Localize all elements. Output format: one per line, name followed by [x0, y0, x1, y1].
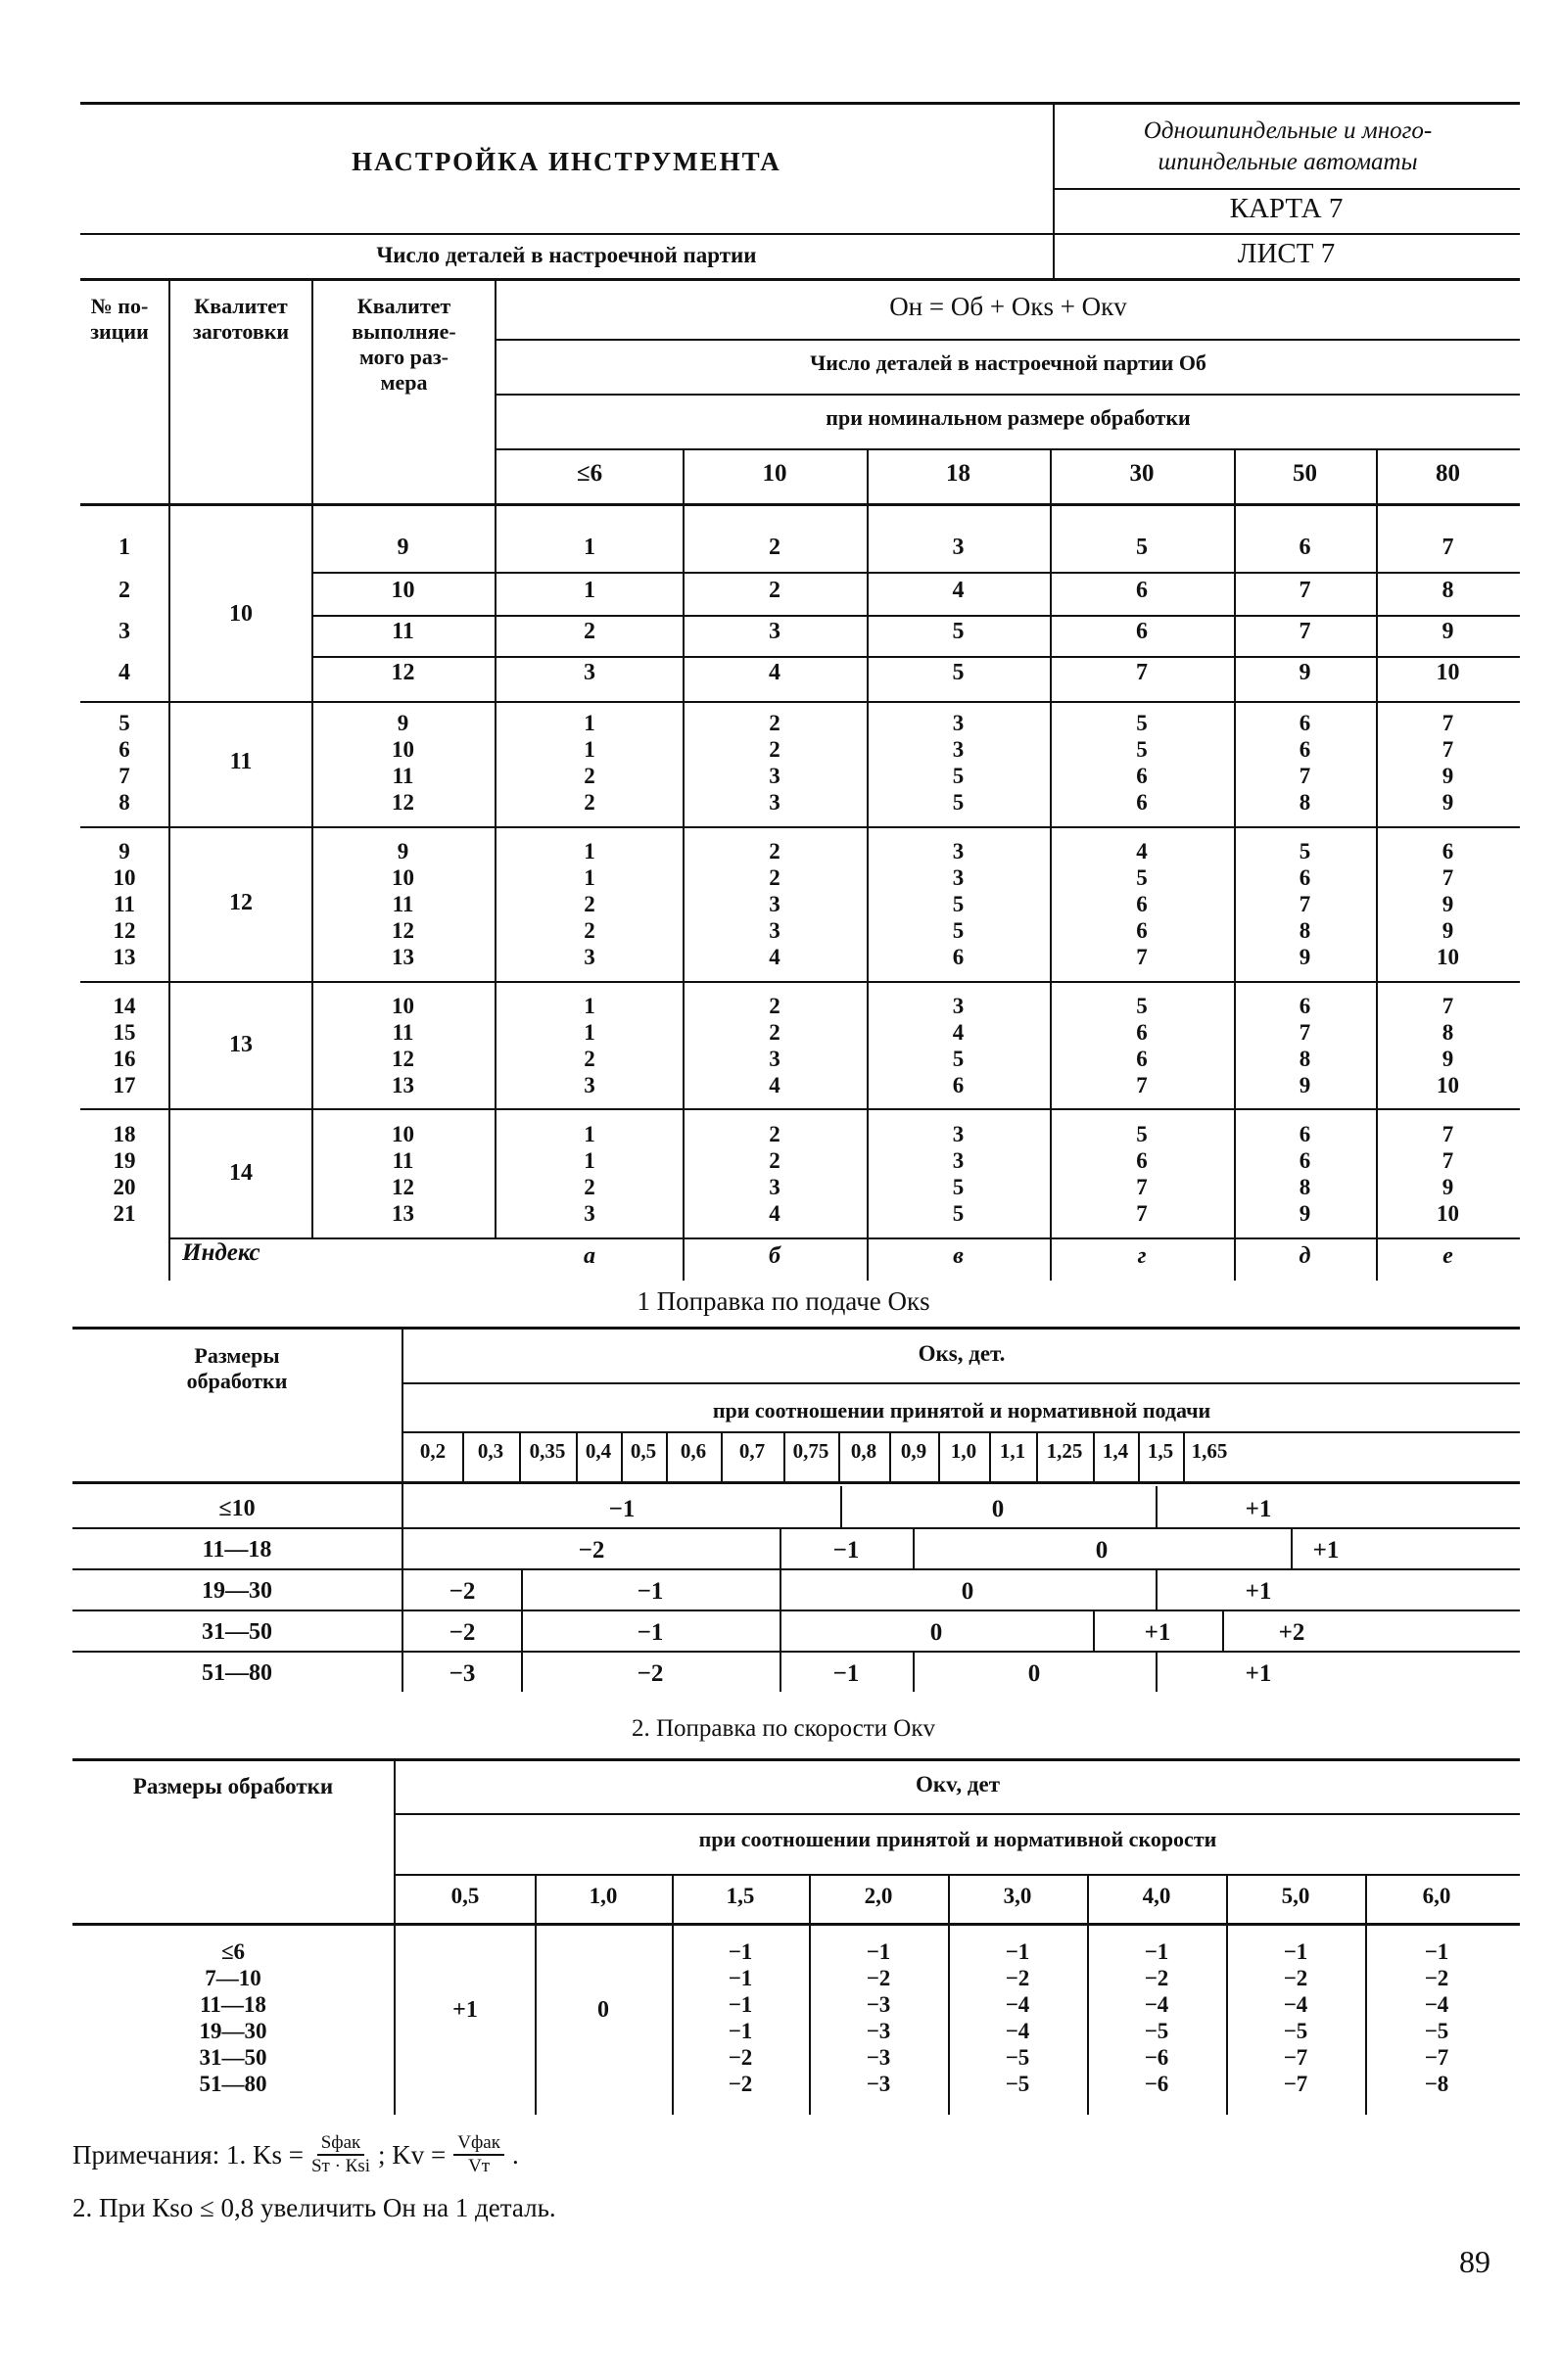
- feed-seg-line: [521, 1610, 523, 1651]
- feed-rule2: [403, 1431, 1520, 1433]
- feed-ratio-line: [1138, 1431, 1140, 1481]
- machine-type: Одношпиндельные и много- шпиндельные автоматы: [1143, 117, 1433, 175]
- value-cell: 5: [1136, 535, 1148, 560]
- value-cell: 3: [584, 660, 595, 685]
- value-cell: 9: [1299, 660, 1311, 685]
- feed-ratio-10: 1,0: [950, 1439, 977, 1463]
- value-stack: 3 3 5 5 6: [952, 838, 965, 969]
- speed-caption: 2. Поправка по скорости Oкv: [631, 1715, 936, 1742]
- feed-ratio-line: [838, 1431, 840, 1481]
- rule-sub2: [496, 394, 1520, 396]
- value-stack: 6 6 8 9: [1299, 1122, 1311, 1226]
- position-stack: 9 10 11 12 13: [113, 838, 136, 969]
- value-stack: 7 7 9 9: [1442, 711, 1454, 815]
- speed-value-stack: −1 −2 −4 −5 −7 −7: [1283, 1939, 1308, 2096]
- group-rule: [80, 701, 1520, 703]
- speed-value-stack: −1 −2 −4 −5 −7 −8: [1424, 1939, 1449, 2096]
- feed-seg-line: [780, 1651, 781, 1692]
- feed-ratio-line: [1093, 1431, 1095, 1481]
- col-size-header: Квалитет выполняе- мого раз- мера: [352, 294, 456, 395]
- value-cell: 4: [952, 578, 965, 603]
- size-quality-cell: 12: [391, 660, 415, 685]
- feed-seg-line: [1291, 1527, 1293, 1568]
- value-cell: 6: [1299, 535, 1311, 560]
- speed-col-05: +1: [452, 1997, 478, 2023]
- position-cell: 2: [118, 578, 130, 603]
- feed-value-cell: −2: [637, 1660, 664, 1687]
- feed-ratio-4: 0,5: [630, 1439, 657, 1463]
- feed-seg-line: [840, 1486, 842, 1527]
- speed-ratio-2: 1,5: [726, 1884, 755, 1908]
- feed-value-cell: +1: [1245, 1578, 1272, 1605]
- card-rule: [1053, 188, 1520, 190]
- feed-value-cell: −2: [449, 1578, 476, 1605]
- value-stack: 5 5 6 6: [1136, 711, 1148, 815]
- position-cell: 3: [118, 619, 130, 644]
- feed-size-cell: 51—80: [202, 1660, 272, 1686]
- note-2: 2. При Кsо ≤ 0,8 увеличить Oн на 1 деталь.: [72, 2193, 556, 2222]
- value-cell: 10: [1436, 660, 1460, 685]
- subheader-nominal: при номинальном размере обработки: [826, 405, 1191, 430]
- rule-sub1: [496, 339, 1520, 341]
- speed-col-line: [535, 1874, 537, 2115]
- value-cell: 5: [952, 660, 965, 685]
- feed-size-cell: ≤10: [218, 1496, 256, 1521]
- size-header-0: ≤6: [576, 460, 603, 487]
- speed-ratio-1: 1,0: [589, 1884, 618, 1908]
- index-value-5: е: [1442, 1243, 1453, 1269]
- value-stack: 7 8 9 10: [1437, 994, 1459, 1097]
- feed-value-cell: +1: [1144, 1619, 1171, 1646]
- feed-size-line: [402, 1566, 403, 1610]
- feed-header-bottom: [72, 1481, 1520, 1484]
- feed-ratio-line: [938, 1431, 940, 1481]
- feed-value-cell: +1: [1245, 1660, 1272, 1687]
- feed-col-size: Размеры обработки: [186, 1343, 288, 1393]
- speed-ratio-6: 5,0: [1281, 1884, 1310, 1908]
- feed-head1: Oкs, дет.: [918, 1341, 1006, 1366]
- value-cell: 7: [1299, 578, 1311, 603]
- value-stack: 7 7 9 10: [1437, 1122, 1459, 1226]
- feed-size-cell: 11—18: [202, 1537, 272, 1563]
- speed-value-stack: −1 −1 −1 −1 −2 −2: [728, 1939, 753, 2096]
- feed-ratio-line: [721, 1431, 723, 1481]
- note1-prefix: Примечания: 1. Ks =: [72, 2139, 304, 2170]
- feed-ratio-12: 1,25: [1046, 1439, 1083, 1463]
- value-stack: 5 6 7 8 9: [1299, 838, 1311, 969]
- value-cell: 3: [769, 619, 780, 644]
- speed-rule2: [396, 1874, 1520, 1876]
- blank-quality-cell: 14: [229, 1160, 253, 1186]
- value-cell: 7: [1136, 660, 1148, 685]
- speed-col-size: Размеры обработки: [132, 1774, 334, 1798]
- feed-row-rule: [72, 1651, 1520, 1653]
- blank-quality-cell: 11: [229, 749, 253, 774]
- value-cell: 2: [769, 535, 780, 560]
- index-label: Индекс: [182, 1239, 260, 1266]
- feed-ratio-0: 0,2: [419, 1439, 447, 1463]
- feed-value-cell: +2: [1278, 1619, 1305, 1646]
- feed-value-cell: +1: [1312, 1537, 1340, 1563]
- ks-numerator: Sфак: [317, 2132, 365, 2156]
- value-stack: 2 2 3 4: [769, 1122, 780, 1226]
- feed-ratio-line: [666, 1431, 668, 1481]
- main-table-top-rule: [80, 278, 1520, 281]
- size-quality-cell: 10: [391, 578, 415, 603]
- position-stack: 14 15 16 17: [113, 994, 136, 1097]
- feed-seg-line: [913, 1527, 915, 1568]
- value-cell: 9: [1442, 619, 1454, 644]
- position-stack: 5 6 7 8: [118, 711, 130, 815]
- feed-value-cell: −2: [578, 1537, 605, 1563]
- feed-ratio-3: 0,4: [585, 1439, 612, 1463]
- size-quality-stack: 10 11 12 13: [392, 1122, 414, 1226]
- value-stack: 2 2 3 3 4: [769, 838, 780, 969]
- size-header-4: 50: [1293, 460, 1317, 487]
- value-cell: 6: [1136, 578, 1148, 603]
- feed-seg-line: [521, 1651, 523, 1692]
- size-quality-stack: 9 10 11 12: [392, 711, 414, 815]
- value-cell: 2: [769, 578, 780, 603]
- speed-head1: Oкv, дет: [915, 1772, 1000, 1797]
- header-top-rule: [80, 102, 1520, 105]
- feed-value-cell: −1: [832, 1537, 860, 1563]
- feed-ratio-line: [519, 1431, 521, 1481]
- speed-header-bottom: [72, 1923, 1520, 1926]
- value-stack: 1 1 2 2: [584, 711, 595, 815]
- index-rule: [168, 1237, 1520, 1239]
- feed-ratio-line: [621, 1431, 623, 1481]
- kv-fraction: [453, 2132, 504, 2177]
- kv-denominator: Vт: [468, 2156, 491, 2176]
- feed-value-cell: −1: [832, 1660, 860, 1687]
- value-cell: 1: [584, 578, 595, 603]
- row-rule: [311, 615, 1520, 617]
- speed-ratio-4: 3,0: [1003, 1884, 1032, 1908]
- page-number: 89: [1459, 2244, 1490, 2279]
- value-cell: 8: [1442, 578, 1454, 603]
- group-rule: [80, 1108, 1520, 1110]
- speed-ratio-3: 2,0: [864, 1884, 893, 1908]
- feed-seg-line: [780, 1610, 781, 1651]
- feed-seg-line: [1156, 1651, 1158, 1692]
- speed-head2: при соотношении принятой и нормативной скорости: [698, 1827, 1217, 1851]
- value-stack: 3 4 5 6: [952, 994, 965, 1097]
- feed-seg-line: [780, 1568, 781, 1610]
- size-header-2: 18: [946, 460, 970, 487]
- feed-ratio-line: [1183, 1431, 1185, 1481]
- card-label: КАРТА 7: [1229, 193, 1344, 224]
- feed-ratio-2: 0,35: [529, 1439, 566, 1463]
- feed-seg-line: [1222, 1610, 1224, 1651]
- value-stack: 5 6 6 7: [1136, 994, 1148, 1097]
- feed-ratio-line: [989, 1431, 991, 1481]
- value-cell: 4: [769, 660, 780, 685]
- feed-ratio-line: [1036, 1431, 1038, 1481]
- feed-size-line: [402, 1649, 403, 1692]
- formula: Oн = Oб + Oкs + Oкv: [889, 292, 1127, 321]
- feed-ratio-11: 1,1: [999, 1439, 1026, 1463]
- speed-value-stack: −1 −2 −4 −5 −6 −6: [1144, 1939, 1169, 2096]
- feed-value-cell: −1: [637, 1578, 664, 1605]
- speed-rule1: [396, 1813, 1520, 1815]
- index-value-0: а: [584, 1243, 595, 1269]
- feed-seg-line: [1156, 1568, 1158, 1610]
- feed-value-cell: 0: [929, 1619, 943, 1646]
- value-stack: 2 2 3 3: [769, 711, 780, 815]
- group-rule: [80, 826, 1520, 828]
- feed-size-cell: 31—50: [202, 1619, 272, 1645]
- speed-ratio-5: 4,0: [1142, 1884, 1171, 1908]
- feed-seg-line: [1156, 1486, 1158, 1527]
- subtitle: Число деталей в настроечной партии: [376, 243, 757, 267]
- speed-ratio-7: 6,0: [1422, 1884, 1451, 1908]
- feed-seg-line: [913, 1651, 915, 1692]
- speed-top-rule: [72, 1758, 1520, 1761]
- subheader-batch: Число деталей в настроечной партии Oб: [810, 350, 1206, 375]
- feed-head2: при соотношении принятой и нормативной подачи: [712, 1398, 1211, 1423]
- feed-seg-line: [1093, 1610, 1095, 1651]
- feed-row-rule: [72, 1527, 1520, 1529]
- feed-value-cell: −2: [449, 1619, 476, 1646]
- blank-quality-cell: 12: [229, 890, 253, 915]
- note1-sep: ; Kv =: [378, 2139, 447, 2170]
- speed-col-10: 0: [597, 1997, 609, 2023]
- size-header-5: 80: [1436, 460, 1460, 487]
- speed-value-stack: −1 −2 −3 −3 −3 −3: [866, 1939, 891, 2096]
- note1-end: .: [511, 2139, 519, 2170]
- feed-value-cell: 0: [1095, 1537, 1109, 1563]
- kv-numerator: Vфак: [453, 2132, 504, 2156]
- sheet-label: ЛИСТ 7: [1237, 238, 1336, 269]
- feed-caption: 1 Поправка по подаче Oкs: [637, 1286, 930, 1316]
- size-quality-cell: 11: [392, 619, 414, 644]
- size-quality-stack: 9 10 11 12 13: [392, 838, 414, 969]
- page-title: НАСТРОЙКА ИНСТРУМЕНТА: [352, 147, 781, 176]
- value-stack: 2 2 3 4: [769, 994, 780, 1097]
- feed-ratio-line: [889, 1431, 891, 1481]
- col-blank-header: Квалитет заготовки: [192, 294, 290, 344]
- position-stack: 18 19 20 21: [113, 1122, 136, 1226]
- row-rule: [311, 656, 1520, 658]
- speed-ratio-0: 0,5: [450, 1884, 480, 1908]
- rule-sub3: [496, 448, 1520, 450]
- value-stack: 5 6 7 7: [1136, 1122, 1148, 1226]
- feed-value-cell: −3: [449, 1660, 476, 1687]
- value-stack: 6 6 7 8: [1299, 711, 1311, 815]
- index-value-2: в: [953, 1243, 964, 1269]
- size-quality-cell: 9: [397, 535, 409, 560]
- size-quality-stack: 10 11 12 13: [392, 994, 414, 1097]
- feed-rule1: [403, 1382, 1520, 1384]
- feed-value-cell: −1: [608, 1496, 636, 1522]
- position-cell: 1: [118, 535, 130, 560]
- vline-pos: [168, 280, 170, 1281]
- feed-ratio-9: 0,9: [900, 1439, 927, 1463]
- col-position-header: № по- зиции: [90, 294, 149, 344]
- feed-ratio-15: 1,65: [1191, 1439, 1228, 1463]
- value-cell: 7: [1299, 619, 1311, 644]
- value-cell: 3: [952, 535, 965, 560]
- blank-quality-cell: 13: [229, 1032, 253, 1057]
- value-cell: 5: [952, 619, 965, 644]
- feed-ratio-line: [576, 1431, 578, 1481]
- note-1: [72, 2132, 519, 2177]
- value-stack: 6 7 9 9 10: [1437, 838, 1459, 969]
- feed-size-line: [402, 1525, 403, 1568]
- feed-value-cell: 0: [991, 1496, 1005, 1522]
- value-stack: 1 1 2 2 3: [584, 838, 595, 969]
- sheet-rule: [80, 233, 1520, 235]
- feed-ratio-8: 0,8: [850, 1439, 877, 1463]
- speed-value-stack: −1 −2 −4 −4 −5 −5: [1005, 1939, 1030, 2096]
- feed-row-rule: [72, 1610, 1520, 1611]
- feed-ratio-line: [783, 1431, 785, 1481]
- blank-quality-cell: 10: [229, 601, 253, 627]
- feed-ratio-line: [462, 1431, 464, 1481]
- feed-seg-line: [780, 1527, 781, 1568]
- size-header-3: 30: [1129, 460, 1155, 487]
- feed-ratio-13: 1,4: [1102, 1439, 1129, 1463]
- feed-seg-line: [521, 1568, 523, 1610]
- value-stack: 3 3 5 5: [952, 1122, 965, 1226]
- value-cell: 7: [1442, 535, 1454, 560]
- index-value-4: д: [1299, 1243, 1311, 1269]
- value-stack: 3 3 5 5: [952, 711, 965, 815]
- feed-ratio-1: 0,3: [477, 1439, 504, 1463]
- feed-ratio-14: 1,5: [1147, 1439, 1174, 1463]
- value-stack: 1 1 2 3: [584, 1122, 595, 1226]
- value-stack: 6 7 8 9: [1299, 994, 1311, 1097]
- value-cell: 1: [584, 535, 595, 560]
- feed-size-line: [402, 1484, 403, 1527]
- group-rule: [80, 981, 1520, 983]
- feed-ratio-6: 0,7: [738, 1439, 766, 1463]
- feed-value-cell: −1: [637, 1619, 664, 1646]
- feed-ratio-7: 0,75: [792, 1439, 829, 1463]
- index-value-1: б: [769, 1243, 780, 1269]
- feed-value-cell: 0: [961, 1578, 974, 1605]
- main-header-bottom-rule: [80, 503, 1520, 506]
- feed-row-rule: [72, 1568, 1520, 1570]
- feed-size-cell: 19—30: [202, 1578, 272, 1604]
- feed-top-rule: [72, 1327, 1520, 1330]
- feed-value-cell: 0: [1027, 1660, 1041, 1687]
- value-cell: 2: [584, 619, 595, 644]
- index-value-3: г: [1137, 1243, 1147, 1269]
- value-stack: 4 5 6 6 7: [1136, 838, 1148, 969]
- size-header-1: 10: [762, 460, 787, 487]
- ks-denominator: Sт · Кsi: [310, 2156, 371, 2176]
- feed-size-line: [402, 1608, 403, 1651]
- row-rule: [311, 572, 1520, 574]
- feed-value-cell: +1: [1245, 1496, 1272, 1522]
- value-stack: 1 1 2 3: [584, 994, 595, 1097]
- ks-fraction: [311, 2132, 370, 2177]
- position-cell: 4: [118, 660, 130, 685]
- speed-size-stack: ≤6 7—10 11—18 19—30 31—50 51—80: [199, 1939, 267, 2096]
- value-cell: 6: [1136, 619, 1148, 644]
- feed-ratio-5: 0,6: [680, 1439, 707, 1463]
